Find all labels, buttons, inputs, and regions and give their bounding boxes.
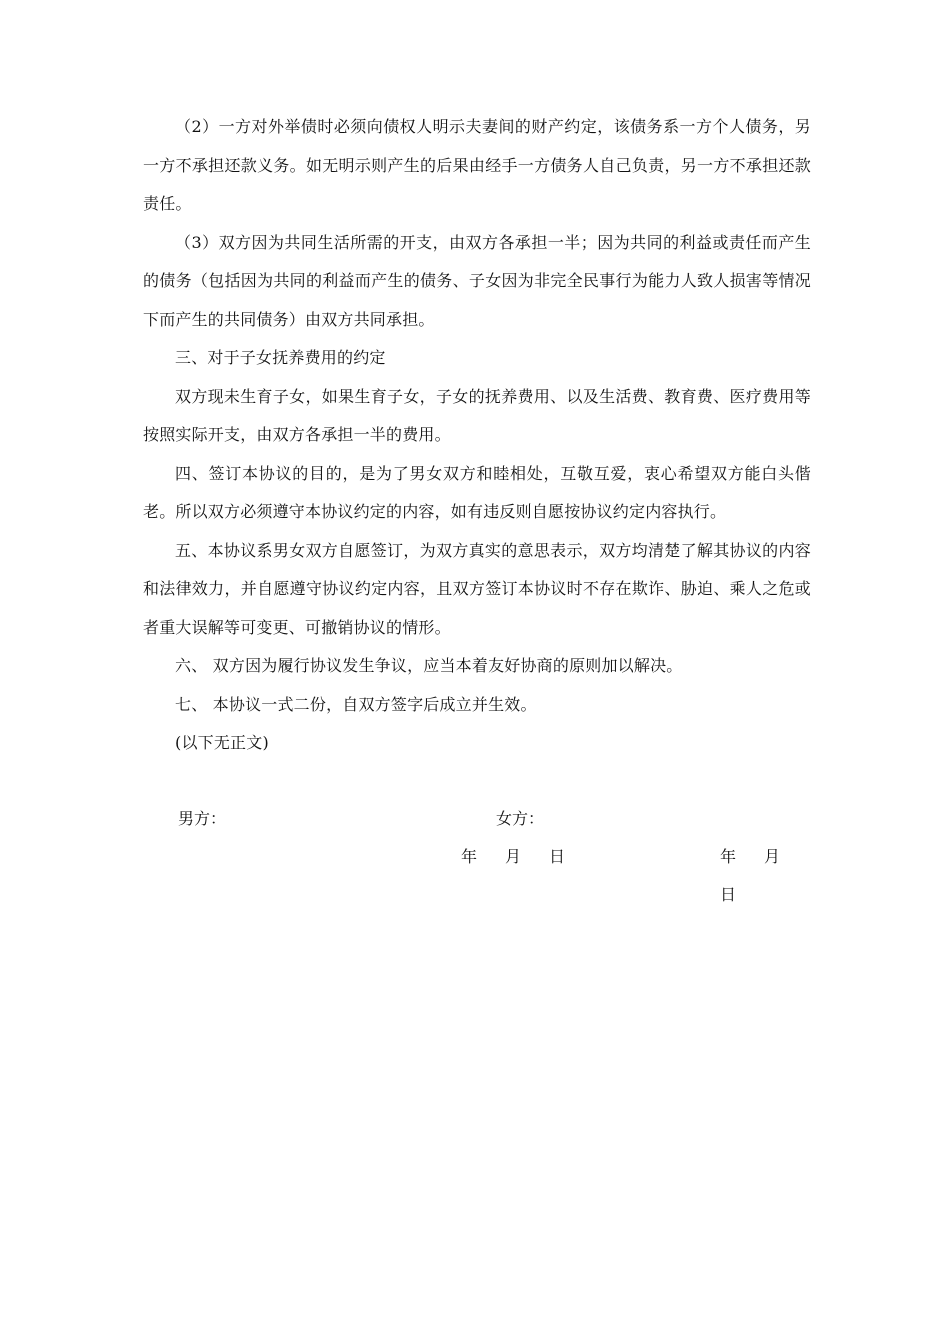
date-day: 日 <box>719 885 736 904</box>
date-month: 月 <box>763 847 780 866</box>
paragraph-agreement-purpose: 四、签订本协议的目的，是为了男女双方和睦相处，互敬互爱，衷心希望双方能白头偕老。所以双方必须遵守本协议约定的内容，如有违反则自愿按协议约定内容执行。 <box>143 463 811 521</box>
signature-labels-row <box>143 800 811 838</box>
male-sign-date <box>447 838 579 876</box>
signature-block <box>143 800 811 904</box>
male-party-label: 男方： <box>178 809 227 828</box>
signature-dates-row <box>143 838 811 904</box>
date-day: 日 <box>548 847 565 866</box>
document-body <box>143 108 811 763</box>
section-heading-child-support: 三、对于子女抚养费用的约定 <box>175 348 386 367</box>
end-of-text-note: (以下无正文) <box>175 733 269 752</box>
paragraph-debt-notice: （2）一方对外举债时必须向债权人明示夫妻间的财产约定，该债务系一方个人债务，另一方不承担还款义务。如无明示则产生的后果由经手一方债务人自己负责，另一方不承担还款责任。 <box>143 117 811 213</box>
paragraph-dispute-resolution: 六、 双方因为履行协议发生争议，应当本着友好协商的原则加以解决。 <box>175 656 683 675</box>
paragraph-child-support: 双方现未生育子女，如果生育子女，子女的抚养费用、以及生活费、教育费、医疗费用等按照实际开支，由双方各承担一半的费用。 <box>143 386 811 444</box>
date-year: 年 <box>719 847 736 866</box>
date-year: 年 <box>460 847 477 866</box>
paragraph-copies-effect: 七、 本协议一式二份，自双方签字后成立并生效。 <box>175 694 537 714</box>
female-sign-date <box>706 838 811 914</box>
paragraph-voluntary-signing: 五、本协议系男女双方自愿签订，为双方真实的意思表示，双方均清楚了解其协议的内容和法律效力，并自愿遵守协议约定内容，且双方签订本协议时不存在欺诈、胁迫、乘人之危或者重大误解等可变更、可撤销协议的情形。 <box>143 540 811 637</box>
paragraph-shared-expenses: （3）双方因为共同生活所需的开支，由双方各承担一半；因为共同的利益或责任而产生的债务（包括因为共同的利益而产生的债务、子女因为非完全民事行为能力人致人损害等情况下而产生的共同债务）由双方共同承担。 <box>143 232 811 329</box>
female-party-label: 女方： <box>496 809 545 828</box>
date-month: 月 <box>504 847 521 866</box>
